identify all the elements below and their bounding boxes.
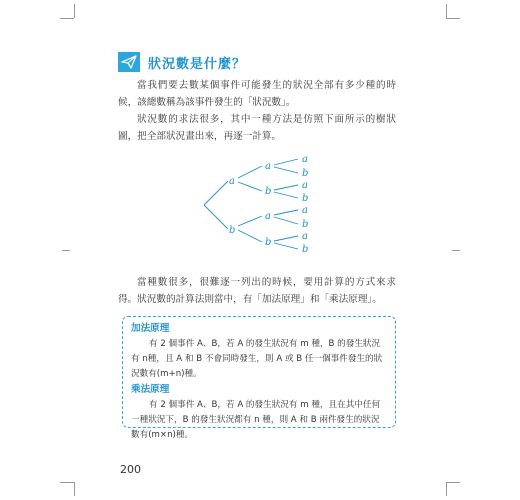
addition-principle-title: 加法原理 [131,323,170,334]
tree-node: a [229,176,235,187]
tree-diagram [190,150,330,254]
tree-node: a [265,211,271,222]
multiplication-principle-text: 有 2 個事件 A、B，若 A 的發生狀況有 m 種，且在其中任何一種狀況下，B 的發生狀況都有 n 種，則 A 和 B 兩件發生的狀況數有(m×n)種。 [131,400,381,440]
tree-node: b [265,186,272,197]
section-title: 狀況數是什麼？ [148,56,247,72]
tree-leaf: a [302,180,308,191]
tree-node: b [229,225,236,236]
method-paragraph: 狀況數的求法很多，其中一種方法是仿照下面所示的樹狀圖，把全部狀況畫出來，再逐一計算。 [118,114,396,142]
crop-mark [74,482,75,496]
crop-mark [446,18,460,19]
tree-leaf: a [302,231,308,242]
crop-mark [60,482,74,483]
crop-mark [452,250,460,251]
section-header [118,52,246,72]
crop-mark [62,250,70,251]
tree-leaf: b [302,219,309,230]
multiplication-principle-title: 乘法原理 [131,384,170,395]
calculation-paragraph: 當種數很多，很難逐一列出的時候，要用計算的方式來求得。狀況數的計算法則當中，有「加法原理」和「乘法原理」。 [118,277,396,305]
crop-mark [446,482,447,496]
tree-leaf: a [302,205,308,216]
crop-mark [60,18,74,19]
tree-leaf: a [302,154,308,165]
crop-mark [446,4,447,18]
intro-paragraph: 當我們要去數某個事件可能發生的狀況全部有多少種的時候，該總數稱為該事件發生的「狀況數」。 [118,80,396,108]
tree-leaf: b [302,168,309,179]
tree-leaf: b [302,193,309,204]
tree-node: b [265,237,272,248]
page-number: 200 [120,463,141,476]
crop-mark [74,4,75,18]
principles-box [122,316,396,440]
tree-leaf: b [302,244,309,254]
addition-principle-text: 有 2 個事件 A、B，若 A 的發生狀況有 m 種，B 的發生狀況有 n種，且 A 和 B 不會同時發生，則 A 或 B 任一個事件發生的狀況數有(m+n)種。 [131,339,383,379]
paper-plane-icon [118,52,140,72]
tree-node: a [265,161,271,172]
crop-mark [446,482,460,483]
